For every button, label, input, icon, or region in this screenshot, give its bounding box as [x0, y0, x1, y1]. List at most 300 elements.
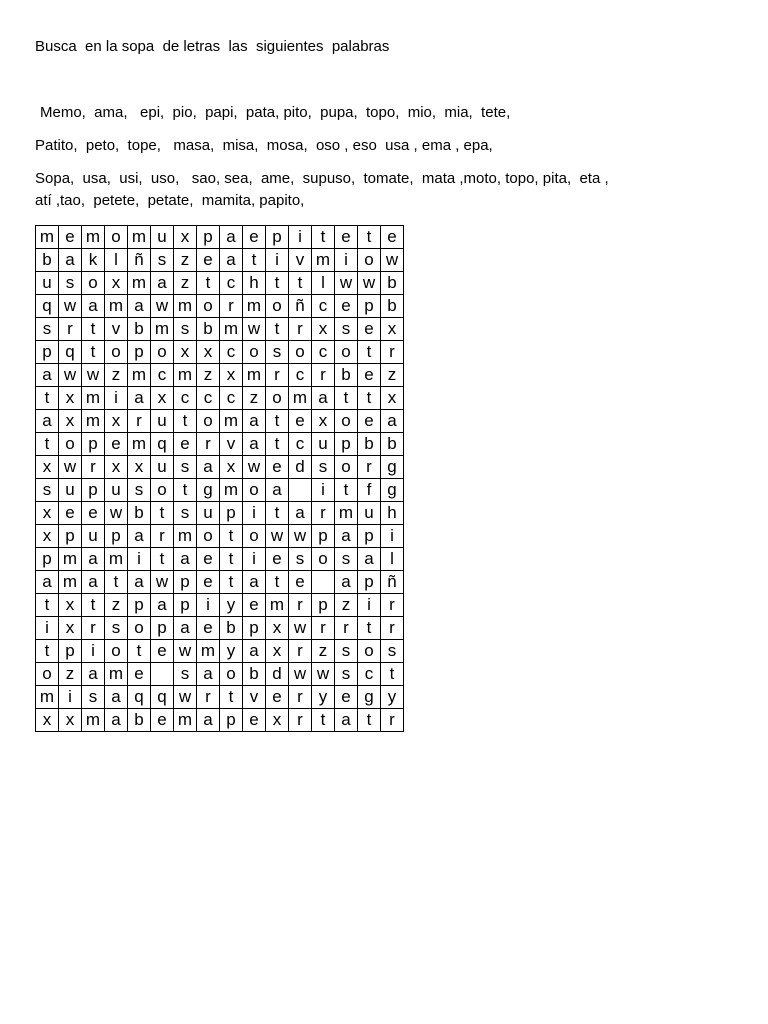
grid-cell: r — [128, 410, 151, 433]
grid-cell: t — [36, 387, 59, 410]
grid-cell: z — [197, 364, 220, 387]
grid-cell: x — [59, 594, 82, 617]
grid-cell: t — [174, 410, 197, 433]
grid-cell: x — [381, 318, 404, 341]
grid-cell: t — [266, 318, 289, 341]
grid-cell: c — [289, 364, 312, 387]
grid-row — [36, 387, 404, 410]
grid-cell: m — [105, 295, 128, 318]
grid-cell: m — [174, 295, 197, 318]
grid-cell: t — [128, 640, 151, 663]
grid-cell: e — [243, 709, 266, 732]
grid-cell: r — [335, 617, 358, 640]
grid-cell — [312, 571, 335, 594]
grid-cell: p — [312, 594, 335, 617]
grid-cell: t — [381, 663, 404, 686]
grid-cell: c — [220, 272, 243, 295]
grid-row — [36, 686, 404, 709]
grid-cell: i — [36, 617, 59, 640]
grid-cell: r — [289, 318, 312, 341]
grid-cell: e — [266, 456, 289, 479]
grid-cell: x — [36, 709, 59, 732]
grid-cell: m — [151, 318, 174, 341]
grid-cell: w — [59, 295, 82, 318]
grid-cell: t — [220, 686, 243, 709]
grid-cell: s — [36, 318, 59, 341]
grid-cell: e — [197, 571, 220, 594]
grid-cell: p — [220, 709, 243, 732]
grid-cell: a — [358, 548, 381, 571]
grid-cell: s — [36, 479, 59, 502]
grid-cell: s — [335, 640, 358, 663]
grid-cell: p — [358, 295, 381, 318]
grid-cell: x — [105, 272, 128, 295]
grid-cell: x — [105, 456, 128, 479]
grid-cell: e — [105, 433, 128, 456]
grid-cell: m — [82, 387, 105, 410]
grid-cell: a — [381, 410, 404, 433]
grid-cell: x — [266, 640, 289, 663]
grid-cell: a — [335, 525, 358, 548]
page-title: Busca en la sopa de letras las siguientes palabras — [35, 38, 390, 55]
grid-cell: a — [335, 709, 358, 732]
word-list-line: Sopa, usa, usi, uso, sao, sea, ame, supuso, tomate, mata ,moto, topo, pita, eta , — [35, 170, 609, 187]
grid-cell: t — [220, 571, 243, 594]
grid-cell: m — [59, 571, 82, 594]
grid-cell: s — [151, 249, 174, 272]
grid-cell: e — [266, 686, 289, 709]
grid-cell: b — [220, 617, 243, 640]
grid-cell: t — [82, 341, 105, 364]
grid-cell: o — [197, 525, 220, 548]
grid-cell: s — [312, 456, 335, 479]
grid-cell: o — [335, 456, 358, 479]
grid-cell: a — [243, 433, 266, 456]
grid-cell: x — [312, 318, 335, 341]
grid-cell: p — [82, 433, 105, 456]
grid-cell: m — [220, 479, 243, 502]
grid-cell: p — [358, 525, 381, 548]
grid-cell: t — [151, 502, 174, 525]
grid-cell: s — [174, 456, 197, 479]
grid-cell: b — [197, 318, 220, 341]
grid-cell: h — [243, 272, 266, 295]
grid-row — [36, 341, 404, 364]
grid-row — [36, 617, 404, 640]
grid-cell: a — [36, 571, 59, 594]
grid-cell: p — [151, 617, 174, 640]
grid-cell: b — [381, 433, 404, 456]
grid-cell: a — [220, 226, 243, 249]
grid-cell: t — [82, 594, 105, 617]
grid-cell: i — [266, 249, 289, 272]
grid-cell: x — [197, 341, 220, 364]
grid-cell: e — [174, 433, 197, 456]
grid-cell: b — [128, 709, 151, 732]
grid-cell: b — [128, 318, 151, 341]
grid-cell: w — [243, 456, 266, 479]
grid-cell: e — [197, 548, 220, 571]
grid-cell: x — [105, 410, 128, 433]
grid-row — [36, 571, 404, 594]
grid-cell: w — [105, 502, 128, 525]
grid-cell: w — [335, 272, 358, 295]
grid-cell: y — [220, 594, 243, 617]
grid-cell: x — [36, 502, 59, 525]
grid-cell: b — [128, 502, 151, 525]
grid-row — [36, 410, 404, 433]
grid-cell: u — [36, 272, 59, 295]
grid-cell: r — [151, 525, 174, 548]
grid-cell: t — [266, 410, 289, 433]
grid-cell: a — [128, 387, 151, 410]
grid-cell: e — [82, 502, 105, 525]
grid-cell: o — [358, 640, 381, 663]
grid-cell: r — [197, 686, 220, 709]
grid-cell: b — [358, 433, 381, 456]
grid-row — [36, 433, 404, 456]
grid-cell: l — [381, 548, 404, 571]
grid-cell: e — [335, 226, 358, 249]
grid-cell: t — [358, 341, 381, 364]
grid-cell: v — [289, 249, 312, 272]
grid-cell: w — [266, 525, 289, 548]
grid-cell: r — [289, 594, 312, 617]
grid-cell: r — [197, 433, 220, 456]
grid-cell: m — [174, 709, 197, 732]
grid-cell: m — [220, 318, 243, 341]
grid-cell: d — [266, 663, 289, 686]
grid-cell: a — [335, 571, 358, 594]
grid-cell: e — [151, 709, 174, 732]
grid-cell: m — [243, 364, 266, 387]
grid-cell: o — [266, 387, 289, 410]
grid-cell: l — [105, 249, 128, 272]
grid-cell: m — [128, 226, 151, 249]
grid-cell: e — [128, 663, 151, 686]
grid-cell: e — [335, 295, 358, 318]
grid-cell: r — [220, 295, 243, 318]
grid-row — [36, 479, 404, 502]
word-list-line: Patito, peto, tope, masa, misa, mosa, oso , eso usa , ema , epa, — [35, 137, 493, 154]
grid-cell: t — [151, 548, 174, 571]
grid-cell: t — [358, 617, 381, 640]
grid-row — [36, 640, 404, 663]
grid-cell: d — [289, 456, 312, 479]
grid-cell: a — [174, 617, 197, 640]
grid-cell: w — [82, 364, 105, 387]
grid-cell: i — [312, 479, 335, 502]
grid-cell: x — [59, 410, 82, 433]
grid-cell: p — [105, 525, 128, 548]
grid-cell: t — [174, 479, 197, 502]
grid-cell: u — [105, 479, 128, 502]
grid-cell: ñ — [289, 295, 312, 318]
grid-cell: a — [36, 410, 59, 433]
grid-cell: t — [266, 571, 289, 594]
grid-cell: x — [266, 709, 289, 732]
grid-cell: a — [128, 525, 151, 548]
grid-cell: x — [151, 387, 174, 410]
grid-cell: a — [266, 479, 289, 502]
grid-cell: w — [59, 456, 82, 479]
grid-cell: c — [220, 341, 243, 364]
grid-cell: t — [36, 640, 59, 663]
grid-cell: x — [59, 617, 82, 640]
grid-cell: i — [59, 686, 82, 709]
grid-cell: ñ — [381, 571, 404, 594]
grid-cell: g — [358, 686, 381, 709]
grid-cell: p — [36, 548, 59, 571]
grid-cell: o — [105, 640, 128, 663]
grid-cell: u — [151, 456, 174, 479]
grid-cell: e — [59, 502, 82, 525]
grid-cell: m — [105, 663, 128, 686]
grid-cell: p — [220, 502, 243, 525]
grid-cell: e — [289, 410, 312, 433]
grid-cell: z — [174, 249, 197, 272]
grid-cell: m — [128, 364, 151, 387]
grid-cell: t — [82, 318, 105, 341]
grid-cell: z — [174, 272, 197, 295]
grid-cell: s — [174, 502, 197, 525]
grid-cell: o — [82, 272, 105, 295]
grid-cell: c — [289, 433, 312, 456]
grid-row — [36, 318, 404, 341]
grid-cell: w — [358, 272, 381, 295]
grid-cell: c — [312, 341, 335, 364]
grid-cell: p — [174, 594, 197, 617]
grid-cell: p — [36, 341, 59, 364]
grid-cell: c — [312, 295, 335, 318]
grid-cell: s — [174, 663, 197, 686]
grid-row — [36, 502, 404, 525]
grid-cell: e — [358, 364, 381, 387]
grid-cell: a — [197, 663, 220, 686]
grid-cell: a — [82, 571, 105, 594]
grid-cell: i — [358, 594, 381, 617]
grid-cell: m — [243, 295, 266, 318]
grid-cell: h — [381, 502, 404, 525]
grid-cell: s — [335, 663, 358, 686]
grid-cell: m — [335, 502, 358, 525]
grid-cell: e — [197, 617, 220, 640]
grid-cell: a — [82, 295, 105, 318]
grid-cell: r — [312, 617, 335, 640]
grid-row — [36, 548, 404, 571]
grid-cell: t — [36, 433, 59, 456]
grid-cell: t — [266, 433, 289, 456]
grid-cell: t — [335, 479, 358, 502]
grid-cell: a — [36, 364, 59, 387]
grid-cell: e — [381, 226, 404, 249]
grid-cell: o — [335, 341, 358, 364]
grid-cell: p — [59, 640, 82, 663]
grid-cell: w — [151, 571, 174, 594]
grid-cell: e — [358, 318, 381, 341]
grid-cell: w — [174, 686, 197, 709]
grid-cell: z — [335, 594, 358, 617]
grid-cell: p — [59, 525, 82, 548]
grid-cell: x — [36, 525, 59, 548]
grid-cell: z — [381, 364, 404, 387]
grid-cell: t — [36, 594, 59, 617]
grid-cell: w — [289, 663, 312, 686]
grid-cell: v — [220, 433, 243, 456]
grid-cell: i — [289, 226, 312, 249]
grid-row — [36, 364, 404, 387]
grid-cell: m — [174, 525, 197, 548]
grid-cell: c — [174, 387, 197, 410]
grid-cell: u — [151, 410, 174, 433]
grid-cell: r — [312, 364, 335, 387]
grid-cell: b — [381, 295, 404, 318]
grid-cell: z — [105, 364, 128, 387]
grid-cell: x — [174, 226, 197, 249]
grid-cell — [289, 479, 312, 502]
word-list-line: atí ,tao, petete, petate, mamita, papito, — [35, 192, 305, 209]
grid-cell: e — [335, 686, 358, 709]
grid-cell: x — [174, 341, 197, 364]
grid-row — [36, 272, 404, 295]
grid-cell: x — [381, 387, 404, 410]
grid-cell: q — [36, 295, 59, 318]
grid-cell: t — [312, 226, 335, 249]
grid-cell: c — [220, 387, 243, 410]
grid-cell: o — [266, 295, 289, 318]
grid-cell: t — [335, 387, 358, 410]
grid-cell: m — [36, 686, 59, 709]
grid-cell: s — [82, 686, 105, 709]
grid-cell: o — [128, 617, 151, 640]
grid-cell: o — [151, 479, 174, 502]
grid-row — [36, 249, 404, 272]
grid-cell: q — [128, 686, 151, 709]
grid-cell: w — [381, 249, 404, 272]
grid-cell: m — [82, 410, 105, 433]
grid-cell: i — [197, 594, 220, 617]
grid-cell: c — [197, 387, 220, 410]
grid-cell: b — [335, 364, 358, 387]
grid-cell: t — [266, 272, 289, 295]
grid-cell: a — [197, 709, 220, 732]
grid-cell: q — [151, 433, 174, 456]
grid-cell: r — [381, 617, 404, 640]
grid-cell: a — [128, 571, 151, 594]
grid-cell: m — [289, 387, 312, 410]
grid-cell: p — [266, 226, 289, 249]
grid-cell: m — [220, 410, 243, 433]
grid-cell: a — [82, 548, 105, 571]
grid-cell: i — [128, 548, 151, 571]
grid-cell: s — [128, 479, 151, 502]
grid-cell: m — [82, 709, 105, 732]
grid-cell: a — [59, 249, 82, 272]
grid-cell: a — [243, 571, 266, 594]
grid-cell: e — [289, 571, 312, 594]
grid-cell: p — [358, 571, 381, 594]
grid-cell: r — [266, 364, 289, 387]
grid-row — [36, 456, 404, 479]
grid-cell: u — [82, 525, 105, 548]
grid-cell: o — [243, 479, 266, 502]
grid-cell: p — [82, 479, 105, 502]
grid-cell: e — [358, 410, 381, 433]
grid-row — [36, 295, 404, 318]
grid-cell: v — [105, 318, 128, 341]
grid-cell: o — [312, 548, 335, 571]
grid-cell: t — [105, 571, 128, 594]
grid-cell: c — [151, 364, 174, 387]
grid-cell — [151, 663, 174, 686]
grid-cell: u — [151, 226, 174, 249]
grid-cell: t — [266, 502, 289, 525]
grid-cell: o — [36, 663, 59, 686]
grid-cell: e — [151, 640, 174, 663]
grid-cell: o — [335, 410, 358, 433]
grid-cell: m — [128, 272, 151, 295]
grid-cell: m — [312, 249, 335, 272]
grid-cell: r — [312, 502, 335, 525]
grid-cell: e — [266, 548, 289, 571]
grid-cell: e — [59, 226, 82, 249]
grid-cell: w — [151, 295, 174, 318]
grid-cell: p — [335, 433, 358, 456]
grid-cell: m — [128, 433, 151, 456]
grid-cell: a — [151, 272, 174, 295]
grid-cell: o — [243, 525, 266, 548]
grid-cell: s — [335, 318, 358, 341]
grid-cell: k — [82, 249, 105, 272]
grid-cell: s — [381, 640, 404, 663]
grid-cell: x — [128, 456, 151, 479]
grid-cell: a — [289, 502, 312, 525]
grid-cell: f — [358, 479, 381, 502]
grid-cell: o — [289, 341, 312, 364]
grid-cell: a — [105, 709, 128, 732]
grid-cell: y — [312, 686, 335, 709]
grid-cell: i — [335, 249, 358, 272]
grid-cell: q — [59, 341, 82, 364]
grid-cell: i — [243, 548, 266, 571]
grid-cell: m — [59, 548, 82, 571]
grid-cell: t — [358, 709, 381, 732]
grid-cell: x — [36, 456, 59, 479]
grid-cell: o — [197, 410, 220, 433]
grid-cell: o — [197, 295, 220, 318]
grid-cell: i — [243, 502, 266, 525]
grid-row — [36, 663, 404, 686]
grid-cell: l — [312, 272, 335, 295]
word-list-line: Memo, ama, epi, pio, papi, pata, pito, pupa, topo, mio, mia, tete, — [40, 104, 511, 121]
grid-cell: m — [105, 548, 128, 571]
grid-cell: e — [197, 249, 220, 272]
grid-cell: t — [197, 272, 220, 295]
grid-cell: u — [197, 502, 220, 525]
grid-cell: i — [82, 640, 105, 663]
grid-cell: r — [82, 456, 105, 479]
grid-cell: p — [128, 594, 151, 617]
grid-cell: c — [358, 663, 381, 686]
grid-cell: r — [358, 456, 381, 479]
grid-cell: u — [59, 479, 82, 502]
grid-cell: o — [243, 341, 266, 364]
grid-cell: a — [220, 249, 243, 272]
grid-cell: s — [174, 318, 197, 341]
grid-cell: x — [59, 709, 82, 732]
grid-cell: a — [312, 387, 335, 410]
grid-cell: r — [381, 709, 404, 732]
